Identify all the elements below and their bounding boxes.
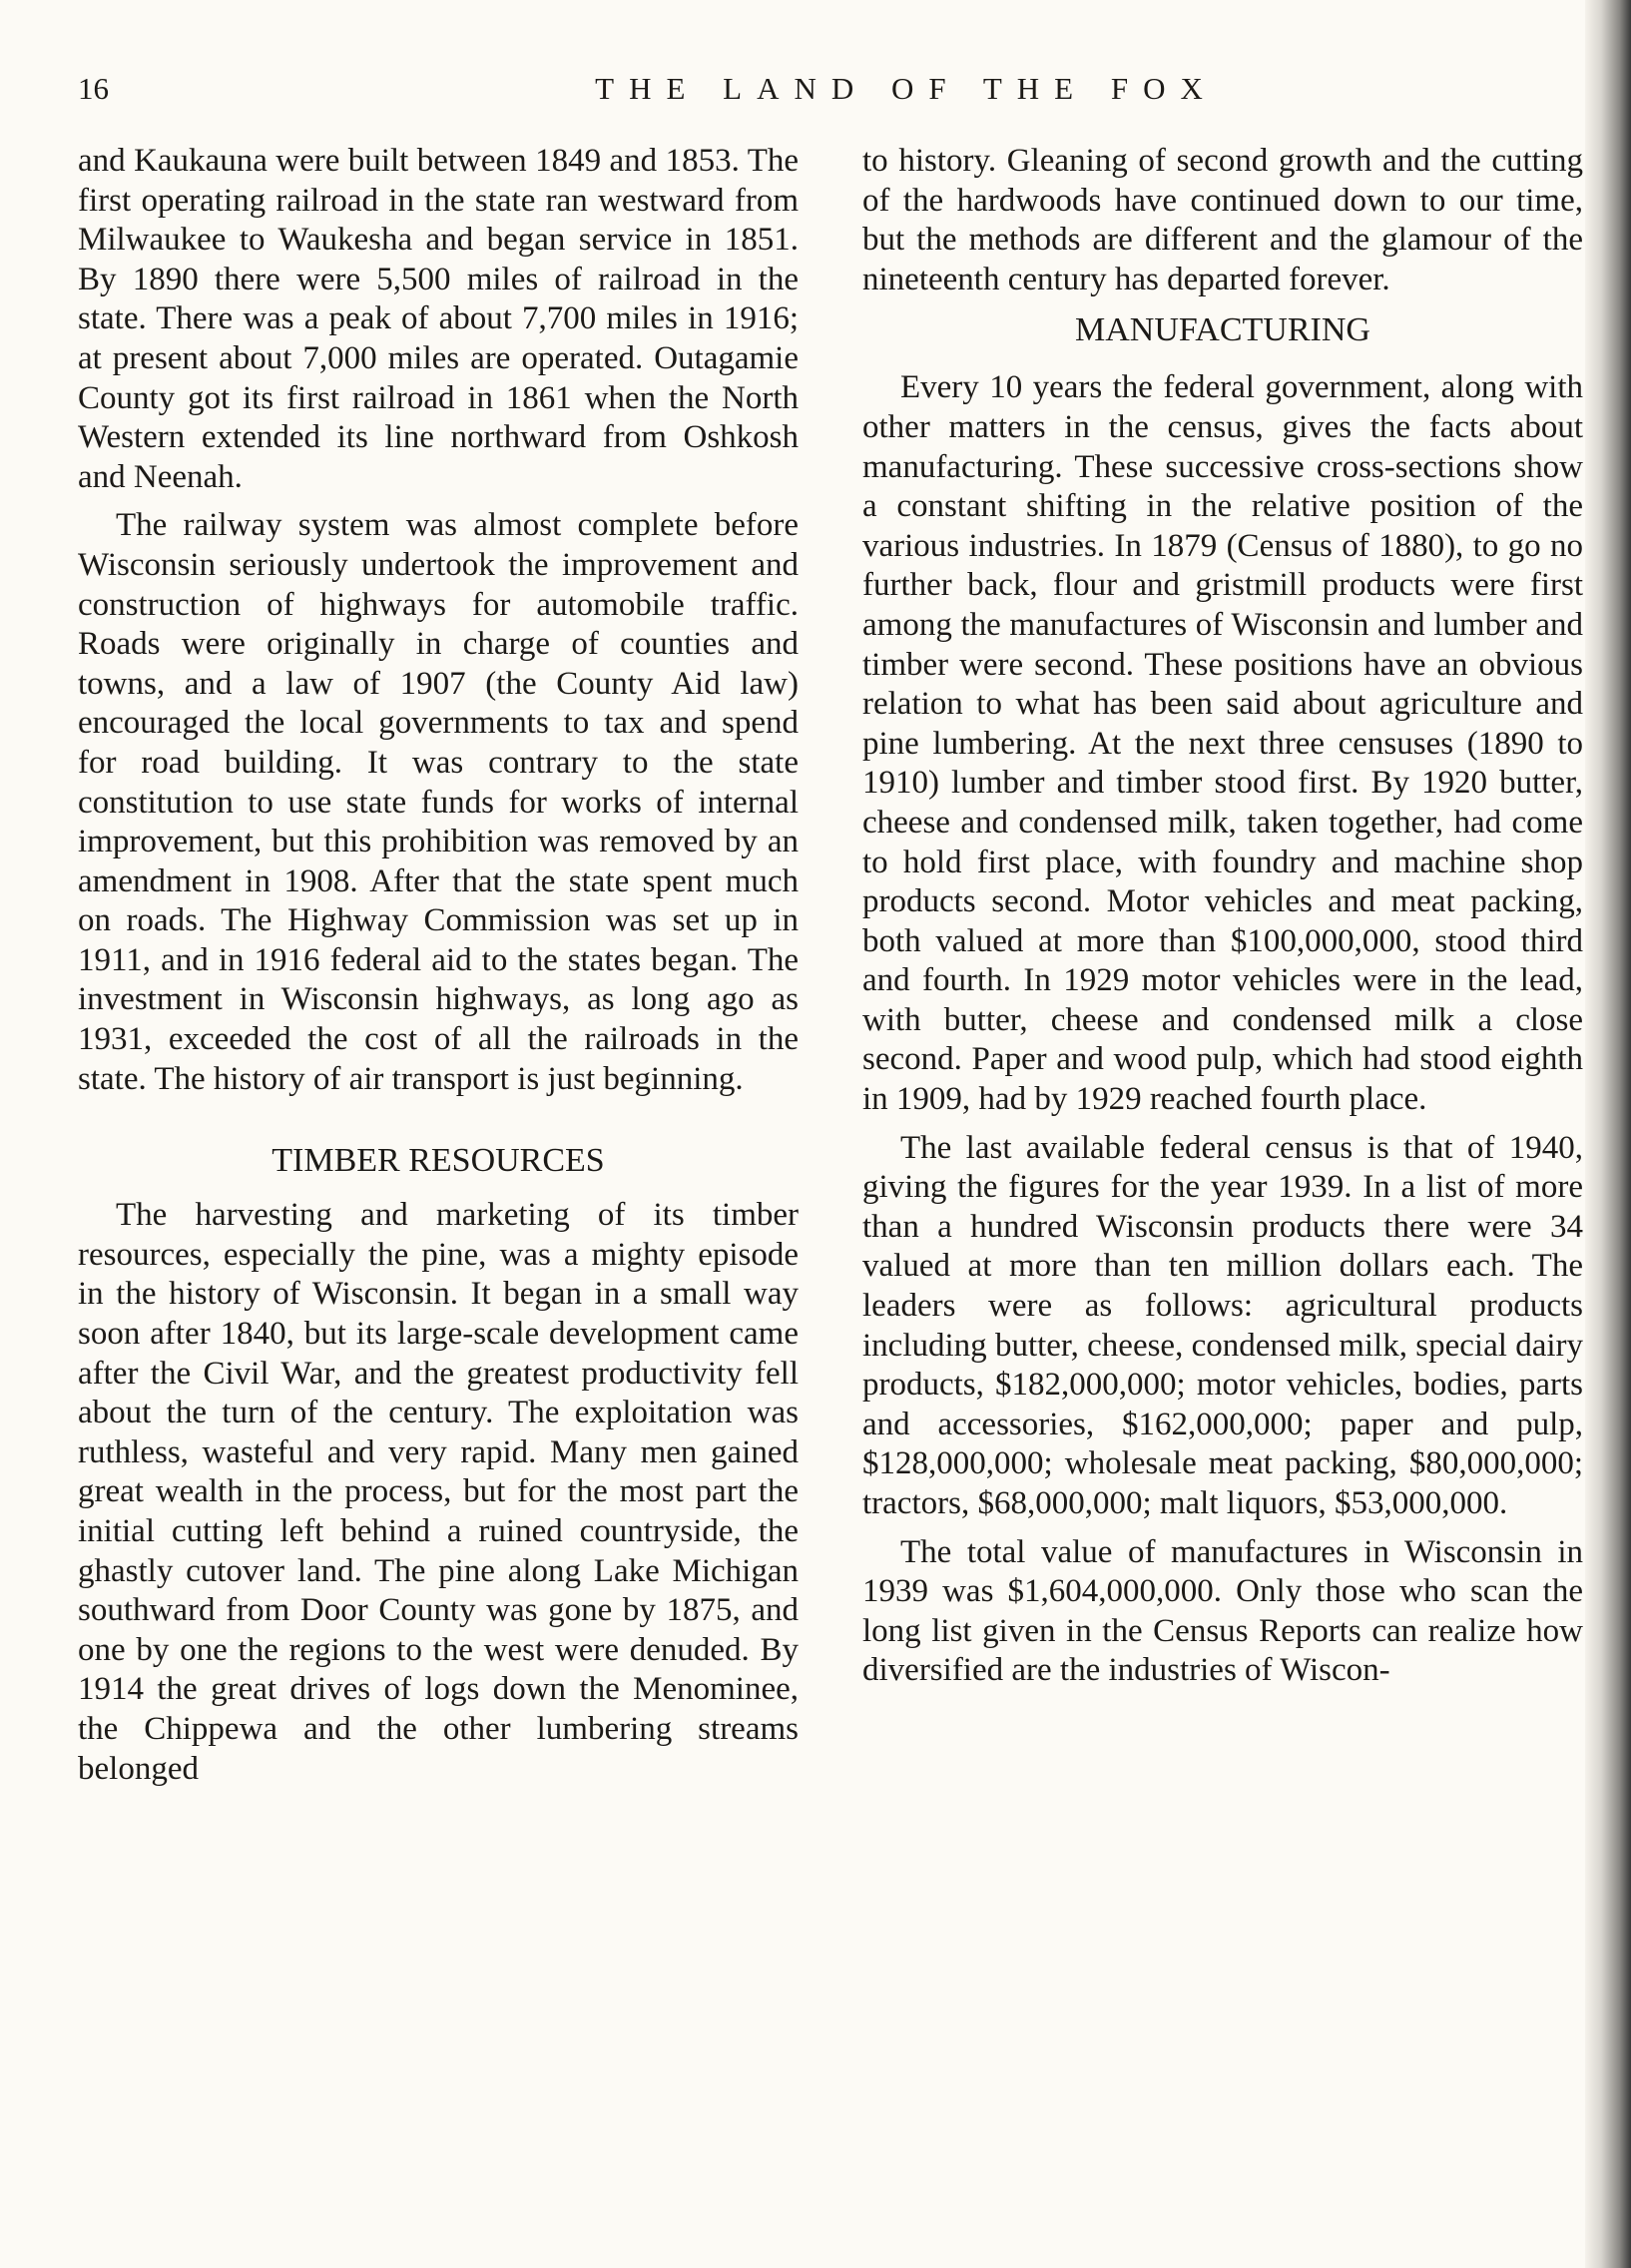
paragraph-timber: The harvesting and marketing of its timber resources, especially the pine, was a mighty episode in the history of Wisconsin. It began in a small way soon after 1840, but its large-scale development came after the Civil War, and the greatest productivity fell about the turn of the century. The exploitation was ruthless, wasteful and very rapid. Many men gained great wealth in the process, but for the most part the initial cutting left behind a ruined countryside, the ghastly cutover land. The pine along Lake Michigan southward from Door County was gone by 1875, and one by one the regions to the west were denuded. By 1914 the great drives of logs down the Menominee, the Chippewa and the other lumbering streams belonged [78, 1197, 799, 1787]
left-column [78, 142, 799, 1789]
paragraph-highways: The railway system was almost complete before Wisconsin seriously undertook the improvement and construction of highways for automobile traffic. Roads were originally in charge of counties and towns, and a law of 1907 (the County Aid law) encouraged the local governments to tax and spend for road building. It was contrary to the state constitution to use state funds for works of internal improvement, but this prohibition was removed by an amendment in 1908. After that the state spent much on roads. The Highway Commission was set up in 1911, and in 1916 federal aid to the states began. The investment in Wisconsin highways, as long ago as 1931, exceeded the cost of all the railroads in the state. The history of air transport is just beginning. [78, 507, 799, 1097]
running-title: THE LAND OF THE FOX [595, 71, 1218, 106]
book-spine-shadow [1585, 0, 1631, 2268]
paragraph-timber-continued: to history. Gleaning of second growth and the cutting of the hardwoods have continued down to our time, but the methods are different and the glamour of the nineteenth century has departed forever. [862, 143, 1583, 297]
paragraph-census-history: Every 10 years the federal government, along with other matters in the census, gives the facts about manufacturing. These successive cross-sections show a constant shifting in the relative position of the various industries. In 1879 (Census of 1880), to go no further back, flour and gristmill products were first among the manufactures of Wisconsin and lumber and timber were second. These positions have an obvious relation to what has been said about agriculture and pine lumbering. At the next three censuses (1890 to 1910) lumber and timber stood first. By 1920 butter, cheese and condensed milk, taken together, had come to hold first place, with foundry and machine shop products second. Motor vehicles and meat packing, both valued at more than $100,000,000, stood third and fourth. In 1929 motor vehicles were in the lead, with butter, cheese and condensed milk a close second. Paper and wood pulp, which had stood eighth in 1909, had by 1929 reached fourth place. [862, 369, 1583, 1118]
right-column [862, 142, 1583, 1691]
paragraph-total-value: The total value of manufactures in Wisconsin in 1939 was $1,604,000,000. Only those who scan the long list given in the Census Reports can realize how diversified are the industries of Wiscon- [862, 1533, 1583, 1689]
page-number: 16 [78, 71, 109, 106]
heading-timber-resources: TIMBER RESOURCES [272, 1142, 605, 1180]
page-header [78, 66, 1573, 112]
heading-manufacturing: MANUFACTURING [1075, 311, 1370, 349]
paragraph-census-1940: The last available federal census is that of 1940, giving the figures for the year 1939. In a list of more than a hundred Wisconsin products there were 34 valued at more than ten million dollars each. The leaders were as follows: agricultural products including butter, cheese, condensed milk, special dairy products, $182,000,000; motor vehicles, bodies, parts and accessories, $162,000,000; paper and pulp, $128,000,000; wholesale meat packing, $80,000,000; tractors, $68,000,000; malt liquors, $53,000,000. [862, 1129, 1583, 1521]
paragraph-railroads: and Kaukauna were built between 1849 and 1853. The first operating railroad in the state ran westward from Milwaukee to Waukesha and began service in 1851. By 1890 there were 5,500 miles of railroad in the state. There was a peak of about 7,700 miles in 1916; at present about 7,000 miles are operated. Outagamie County got its first railroad in 1861 when the North Western extended its line northward from Oshkosh and Neenah. [78, 143, 799, 495]
